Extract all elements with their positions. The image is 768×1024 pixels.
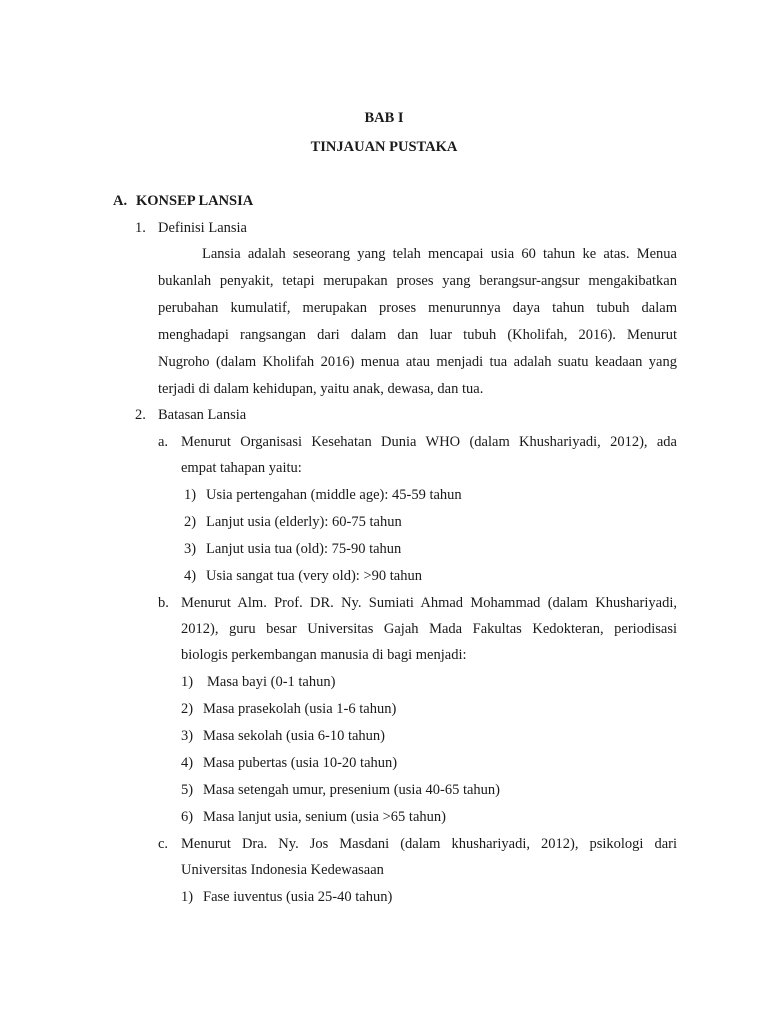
- sub-b-marker: b.: [158, 595, 169, 611]
- list-marker: 2): [184, 514, 197, 530]
- list-marker: 2): [181, 701, 194, 717]
- paragraph-line: Nugroho (dalam Kholifah 2016) menua atau menjadi tua adalah suatu keadaan yang: [158, 354, 677, 370]
- list-marker: 1): [184, 487, 197, 503]
- sub-c-line: Universitas Indonesia Kedewasaan: [181, 862, 384, 878]
- list-item: Masa sekolah (usia 6-10 tahun): [203, 728, 386, 744]
- paragraph-line: perubahan kumulatif, merupakan proses menurunnya daya tahun tubuh dalam: [158, 300, 677, 316]
- list-item: Masa prasekolah (usia 1-6 tahun): [203, 701, 397, 717]
- sub-a-line: Menurut Organisasi Kesehatan Dunia WHO (dalam Khushariyadi, 2012), ada: [181, 434, 677, 450]
- paragraph-line: bukanlah penyakit, tetapi merupakan proses yang berangsur-angsur mengakibatkan: [158, 273, 677, 289]
- sub-b-line: Menurut Alm. Prof. DR. Ny. Sumiati Ahmad Mohammad (dalam Khushariyadi,: [181, 595, 677, 611]
- sub-a-line: empat tahapan yaitu:: [181, 460, 302, 476]
- item-1-marker: 1.: [135, 220, 146, 236]
- list-marker: 4): [184, 568, 197, 584]
- list-item: Usia sangat tua (very old): >90 tahun: [206, 568, 422, 584]
- list-item: Masa setengah umur, presenium (usia 40-65 tahun): [203, 782, 500, 798]
- item-2-marker: 2.: [135, 407, 146, 423]
- list-marker: 3): [184, 541, 197, 557]
- item-1-title: Definisi Lansia: [158, 220, 247, 236]
- section-title: KONSEP LANSIA: [136, 193, 254, 209]
- paragraph-line: Lansia adalah seseorang yang telah mencapai usia 60 tahun ke atas. Menua: [202, 246, 677, 262]
- list-item: Lanjut usia tua (old): 75-90 tahun: [206, 541, 402, 557]
- paragraph-line: terjadi di dalam kehidupan, yaitu anak, dewasa, dan tua.: [158, 381, 484, 397]
- paragraph-line: menghadapi rangsangan dari dalam dan luar tubuh (Kholifah, 2016). Menurut: [158, 327, 677, 343]
- list-marker: 1): [181, 889, 194, 905]
- chapter-heading: BAB I: [364, 110, 404, 126]
- section-marker: A.: [113, 193, 128, 209]
- sub-b-line: 2012), guru besar Universitas Gajah Mada Fakultas Kedokteran, periodisasi: [181, 621, 677, 637]
- sub-b-line: biologis perkembangan manusia di bagi menjadi:: [181, 647, 467, 663]
- list-item: Lanjut usia (elderly): 60-75 tahun: [206, 514, 402, 530]
- chapter-title: TINJAUAN PUSTAKA: [310, 139, 458, 155]
- list-marker: 6): [181, 809, 194, 825]
- sub-c-line: Menurut Dra. Ny. Jos Masdani (dalam khushariyadi, 2012), psikologi dari: [181, 836, 677, 852]
- list-item: Masa bayi (0-1 tahun): [207, 674, 336, 690]
- list-item: Masa pubertas (usia 10-20 tahun): [203, 755, 398, 771]
- sub-a-marker: a.: [158, 434, 169, 450]
- list-item: Masa lanjut usia, senium (usia >65 tahun): [203, 809, 446, 825]
- list-item: Usia pertengahan (middle age): 45-59 tahun: [206, 487, 462, 503]
- list-item: Fase iuventus (usia 25-40 tahun): [203, 889, 393, 905]
- sub-c-marker: c.: [158, 836, 169, 852]
- item-2-title: Batasan Lansia: [158, 407, 247, 423]
- list-marker: 4): [181, 755, 194, 771]
- list-marker: 3): [181, 728, 194, 744]
- list-marker: 5): [181, 782, 194, 798]
- list-marker: 1): [181, 674, 194, 690]
